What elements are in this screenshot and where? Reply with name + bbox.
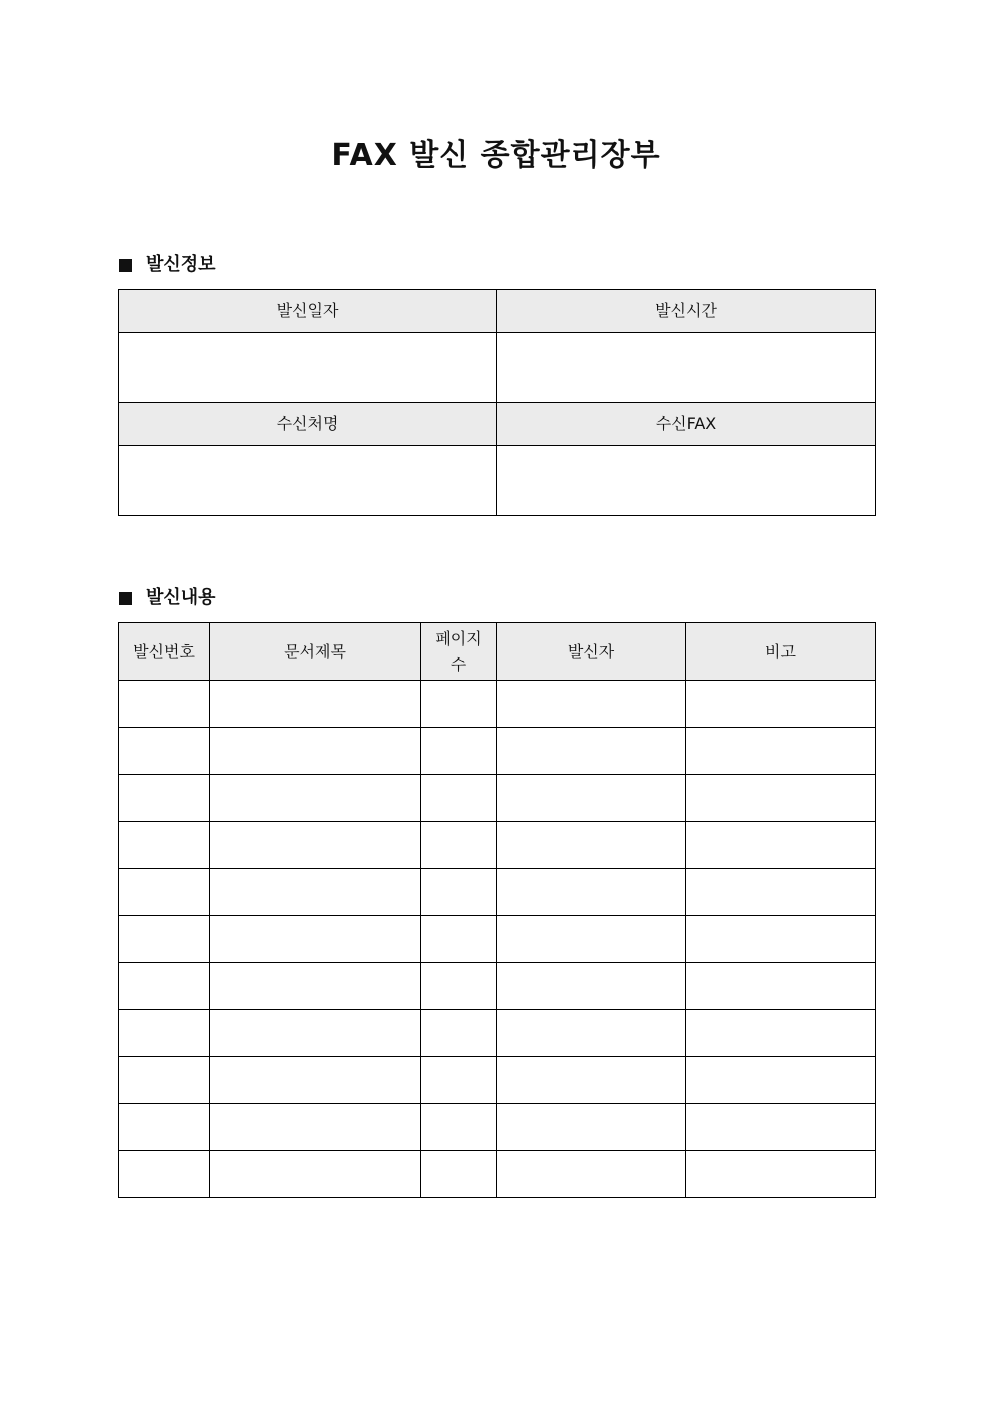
table-row [119,1010,876,1057]
info-input-row [119,446,876,516]
document-title-cell[interactable] [210,869,421,916]
remarks-cell[interactable] [686,916,876,963]
section-heading-content-label: 발신내용 [146,587,216,608]
sender-cell[interactable] [497,822,686,869]
sender-cell[interactable] [497,916,686,963]
remarks-cell[interactable] [686,1104,876,1151]
table-row [119,916,876,963]
page-count-cell[interactable] [421,822,497,869]
table-row [119,1151,876,1198]
remarks-cell[interactable] [686,1010,876,1057]
sender-cell[interactable] [497,869,686,916]
send-number-cell[interactable] [119,869,210,916]
page-count-cell[interactable] [421,728,497,775]
send-number-cell[interactable] [119,728,210,775]
header-send-number: 발신번호 [119,623,210,681]
remarks-cell[interactable] [686,822,876,869]
page-count-cell[interactable] [421,1104,497,1151]
send-number-cell[interactable] [119,822,210,869]
header-sender: 발신자 [497,623,686,681]
send-number-cell[interactable] [119,1151,210,1198]
header-document-title: 문서제목 [210,623,421,681]
table-row [119,1104,876,1151]
send-time-field[interactable] [497,333,876,403]
section-heading-content [119,586,216,610]
document-title-cell[interactable] [210,1057,421,1104]
document-title-cell[interactable] [210,681,421,728]
table-row [119,775,876,822]
page-count-cell[interactable] [421,1057,497,1104]
sender-cell[interactable] [497,1010,686,1057]
page-count-cell[interactable] [421,916,497,963]
document-title-cell[interactable] [210,775,421,822]
sender-cell[interactable] [497,728,686,775]
send-date-field[interactable] [119,333,497,403]
content-table-body [119,681,876,1198]
recipient-name-field[interactable] [119,446,497,516]
page-title: FAX 발신 종합관리장부 [331,138,661,173]
document-title-cell[interactable] [210,728,421,775]
send-number-cell[interactable] [119,1057,210,1104]
document-title-cell[interactable] [210,916,421,963]
square-bullet-icon [119,592,132,605]
document-title-cell[interactable] [210,1151,421,1198]
page-count-cell[interactable] [421,1151,497,1198]
square-bullet-icon [119,259,132,272]
info-input-row [119,333,876,403]
document-title-cell[interactable] [210,1104,421,1151]
info-header-row [119,403,876,446]
table-row [119,681,876,728]
remarks-cell[interactable] [686,869,876,916]
header-page-count: 페이지수 [421,623,497,681]
remarks-cell[interactable] [686,775,876,822]
page-count-cell[interactable] [421,1010,497,1057]
content-table [118,622,876,1198]
send-number-cell[interactable] [119,1104,210,1151]
header-remarks: 비고 [686,623,876,681]
document-title-cell[interactable] [210,1010,421,1057]
remarks-cell[interactable] [686,963,876,1010]
sender-cell[interactable] [497,1151,686,1198]
sender-cell[interactable] [497,1057,686,1104]
table-row [119,728,876,775]
page-count-cell[interactable] [421,775,497,822]
send-number-cell[interactable] [119,681,210,728]
content-header-row [119,623,876,681]
remarks-cell[interactable] [686,1057,876,1104]
send-number-cell[interactable] [119,1010,210,1057]
page-count-cell[interactable] [421,869,497,916]
page-count-cell[interactable] [421,963,497,1010]
document-title-cell[interactable] [210,822,421,869]
info-table [118,289,876,516]
table-row [119,1057,876,1104]
sender-cell[interactable] [497,963,686,1010]
sender-cell[interactable] [497,681,686,728]
remarks-cell[interactable] [686,1151,876,1198]
sender-cell[interactable] [497,775,686,822]
header-recipient-name: 수신처명 [119,403,497,446]
header-send-date: 발신일자 [119,290,497,333]
document-title-cell[interactable] [210,963,421,1010]
section-heading-info-label: 발신정보 [146,254,216,275]
remarks-cell[interactable] [686,681,876,728]
header-recipient-fax: 수신FAX [497,403,876,446]
section-heading-info [119,253,216,277]
info-header-row [119,290,876,333]
send-number-cell[interactable] [119,775,210,822]
sender-cell[interactable] [497,1104,686,1151]
remarks-cell[interactable] [686,728,876,775]
send-number-cell[interactable] [119,916,210,963]
table-row [119,822,876,869]
table-row [119,963,876,1010]
table-row [119,869,876,916]
header-send-time: 발신시간 [497,290,876,333]
recipient-fax-field[interactable] [497,446,876,516]
send-number-cell[interactable] [119,963,210,1010]
page-count-cell[interactable] [421,681,497,728]
